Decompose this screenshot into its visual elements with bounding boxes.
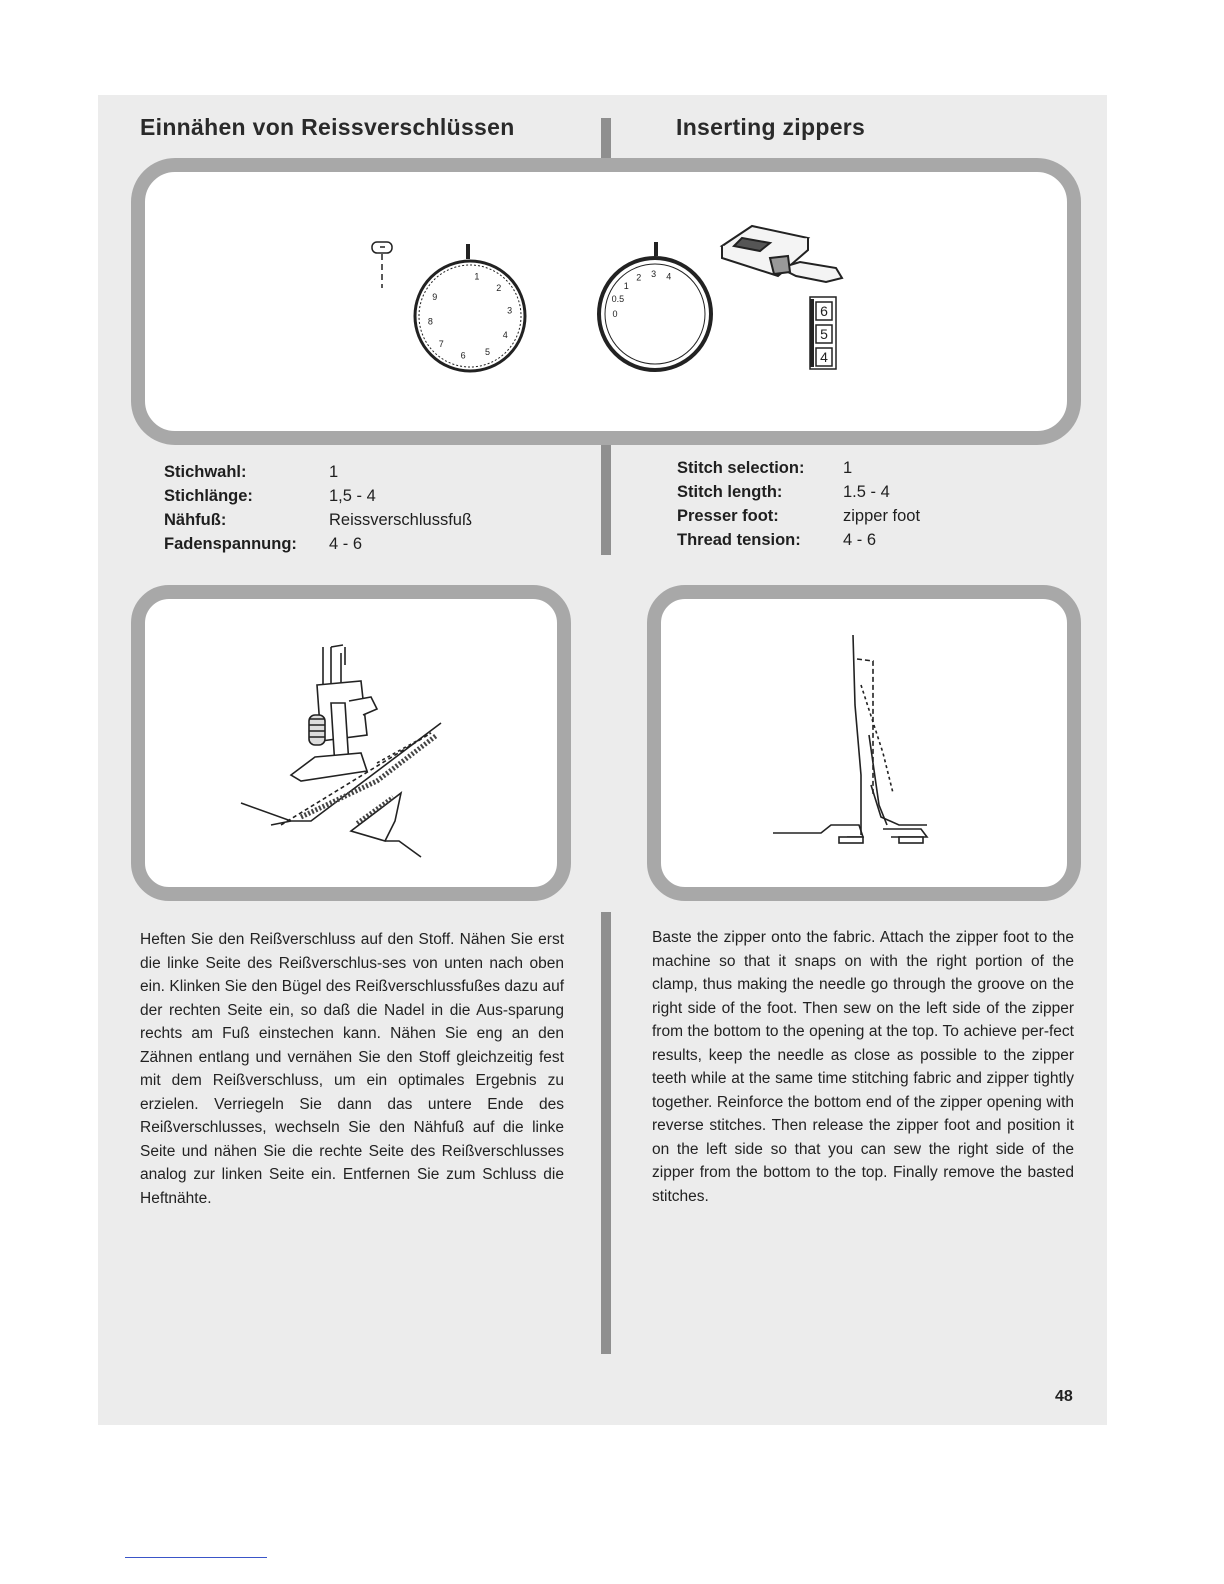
spec-label: Fadenspannung:: [164, 535, 297, 553]
english-instructions: Baste the zipper onto the fabric. Attach the zipper foot to the machine so that it snaps on with the right portion of the clamp, thus making the needle go through the groove on the right side of the foot. Then sew on the left side of the zipper from the bottom to the opening at the top. To achieve per-fect results, keep the needle as close as possible to the zipper teeth while at the same time stitching fabric and zipper tightly together. Reinforce the bottom end of the zipper opening with reverse stitches. Then release the zipper foot and position it on the left side so that you can sew the right side of the zipper from the bottom to the top. Finally remove the basted stitches.: [652, 929, 1074, 1205]
length-dial-numeral: 0: [612, 309, 618, 319]
spec-row: [677, 528, 920, 552]
spec-value: 4 - 6: [329, 535, 363, 553]
spec-row: [164, 508, 472, 532]
spec-row: [164, 532, 472, 556]
spec-row: [164, 460, 472, 484]
length-dial-numeral: 3: [651, 269, 657, 279]
stitch-selector-indicator-icon: [372, 242, 392, 288]
stitch-dial-numeral: 4: [502, 329, 508, 340]
tension-scale-numeral: 5: [820, 326, 828, 342]
spec-row: [677, 456, 920, 480]
stitch-length-dial: [599, 242, 711, 370]
german-title: Einnähen von Reissverschlüssen: [140, 114, 515, 140]
length-dial-numeral: 2: [636, 272, 642, 283]
length-dial-numeral: 0.5: [611, 294, 625, 304]
spec-value: zipper foot: [843, 507, 921, 525]
spec-value: 4 - 6: [843, 531, 877, 549]
stitch-dial-numeral: 2: [496, 283, 502, 294]
spec-row: [677, 480, 920, 504]
spec-row: [677, 504, 920, 528]
stitch-selection-dial: [415, 244, 525, 371]
spec-label: Stichlänge:: [164, 487, 253, 505]
spec-label: Stitch length:: [677, 483, 783, 501]
spec-value: 1: [329, 463, 339, 481]
zipper-foot-icon: [722, 226, 842, 282]
spec-value: Reissverschlussfuß: [329, 511, 473, 529]
column-divider-bottom: [601, 912, 611, 1354]
thread-tension-scale: [810, 297, 836, 369]
spec-label: Presser foot:: [677, 507, 779, 525]
footer-rule: [125, 1557, 267, 1558]
spec-label: Stichwahl:: [164, 463, 247, 481]
spec-label: Stitch selection:: [677, 459, 805, 477]
spec-label: Nähfuß:: [164, 511, 227, 529]
stitch-dial-numeral: 5: [484, 347, 491, 357]
length-dial-numeral: 4: [666, 271, 672, 282]
spec-label: Thread tension:: [677, 531, 801, 549]
stitch-dial-numeral: 3: [507, 305, 513, 316]
german-instructions: Heften Sie den Reißverschluss auf den Stoff. Nähen Sie erst die linke Seite des Reißverschlus-ses von unten nach oben ein. Klinken Sie den Bügel des Reißverschlussfußes dazu auf der rechten Seite ein, so daß die Nadel in die Aus-sparung rechts am Fuß einstechen kann. Nähen Sie eng an den Zähnen entlang und vernähen Sie den Stoff gleichzeitig fest mit dem Reißverschluss, um ein optimales Ergebnis zu erzielen. Verriegeln Sie dann das untere Ende des Reißverschlusses, wechseln Sie den Nähfuß auf die linke Seite und nähen Sie die rechte Seite des Reißverschlusses analog zur linken Seite ein. Entfernen Sie zum Schluss die Heftnähte.: [140, 931, 564, 1207]
stitch-dial-numeral: 7: [438, 338, 444, 349]
stitch-dial-numeral: 1: [474, 271, 480, 282]
spec-value: 1,5 - 4: [329, 487, 376, 505]
sewing-zipper-illustration: [131, 585, 571, 901]
spec-value: 1.5 - 4: [843, 483, 890, 501]
german-specs: [164, 460, 472, 556]
zipper-cross-section-illustration: [647, 585, 1081, 901]
english-title: Inserting zippers: [676, 114, 866, 140]
page-number: 48: [1055, 1388, 1073, 1405]
english-specs: [677, 456, 920, 552]
stitch-dial-numeral: 9: [432, 292, 438, 303]
spec-value: 1: [843, 459, 853, 477]
stitch-dial-numeral: 6: [460, 350, 466, 361]
stitch-dial-numeral: 8: [427, 316, 433, 327]
tension-scale-numeral: 6: [820, 303, 828, 319]
tension-scale-numeral: 4: [820, 349, 828, 365]
length-dial-numeral: 1: [623, 281, 629, 292]
spec-row: [164, 484, 472, 508]
